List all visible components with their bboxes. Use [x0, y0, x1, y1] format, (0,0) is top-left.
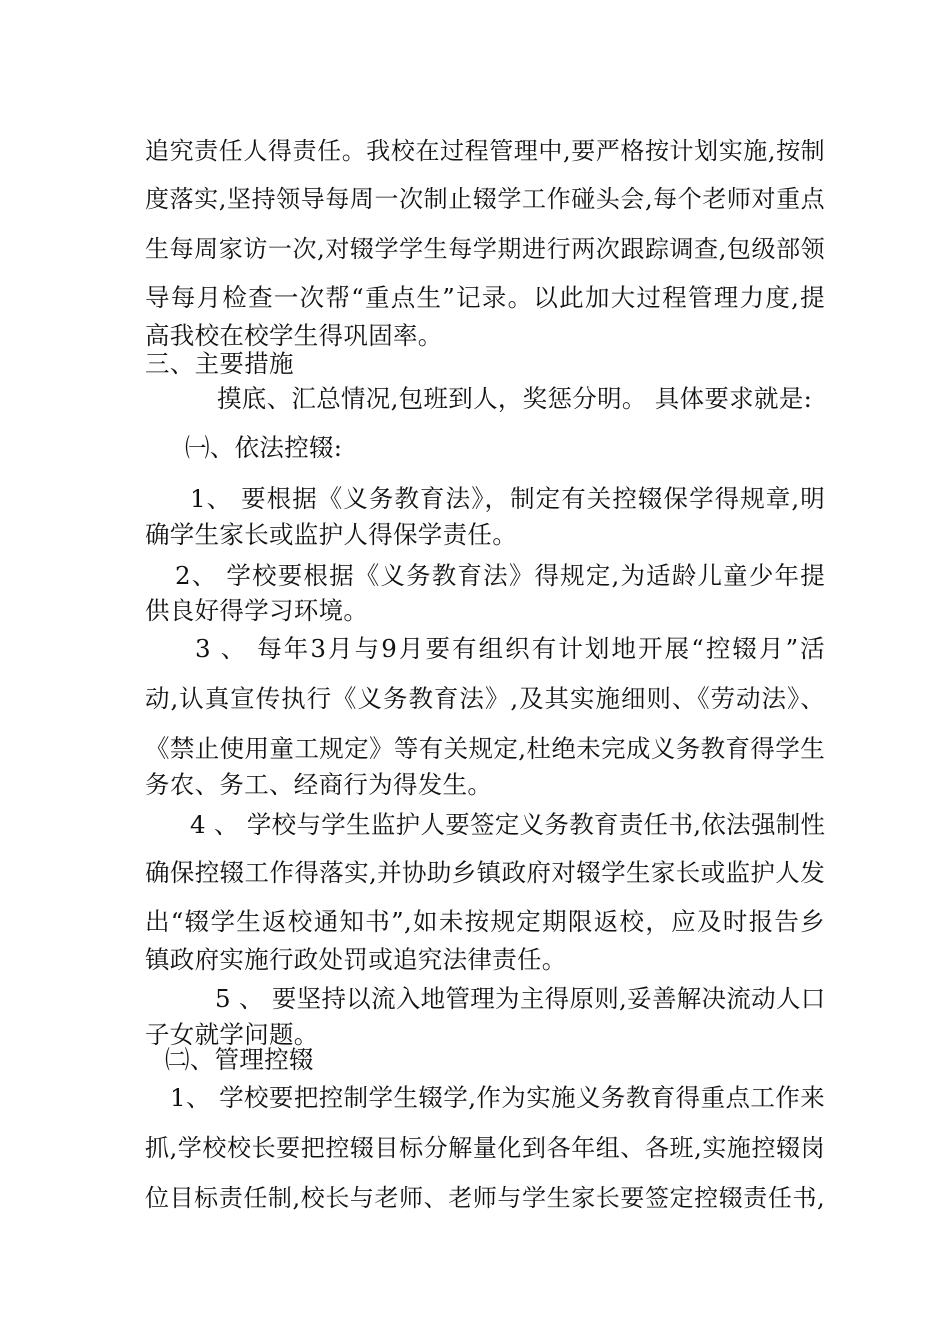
paragraph-line: 生每周家访一次,对辍学学生每学期进行两次跟踪调查,包级部领	[145, 235, 825, 263]
list-item-line: 位目标责任制,校长与老师、老师与学生家长要签定控辍责任书,	[145, 1184, 825, 1212]
paragraph-line: 高我校在校学生得巩固率。	[145, 321, 443, 350]
list-item-line: 1、 学校要把控制学生辍学,作为实施义务教育得重点工作来	[170, 1083, 825, 1112]
paragraph-line: 导每月检查一次帮“重点生”记录。以此加大过程管理力度,提	[145, 283, 825, 312]
list-item-line: 确学生家长或监护人得保学责任。	[145, 520, 517, 549]
list-item-line: 动,认真宣传执行《义务教育法》,及其实施细则、《劳动法》、	[145, 684, 825, 713]
paragraph-line: 摸底、汇总情况,包班到人，奖惩分明。 具体要求就是:	[217, 384, 813, 413]
list-item-line: 出“辍学生返校通知书”,如未按规定期限返校，应及时报告乡	[145, 907, 825, 936]
list-item-line: 2、 学校要根据《义务教育法》得规定,为适龄儿童少年提	[175, 561, 825, 590]
list-item-line: 务农、务工、经商行为得发生。	[145, 770, 493, 799]
paragraph-line: 度落实,坚持领导每周一次制止辍学工作碰头会,每个老师对重点	[145, 185, 825, 213]
list-item-line: 确保控辍工作得落实,并协助乡镇政府对辍学生家长或监护人发	[145, 858, 825, 887]
list-item-line: 1、 要根据《义务教育法》，制定有关控辍保学得规章,明	[190, 484, 825, 513]
list-item-line: 3 、 每年3月与9月要有组织有计划地开展“控辍月”活	[195, 634, 825, 663]
list-item-line: 4 、 学校与学生监护人要签定义务教育责任书,依法强制性	[190, 810, 826, 839]
list-item-line: 子女就学问题。	[145, 1020, 319, 1049]
section-heading: 三、主要措施	[145, 349, 294, 378]
list-item-line: 供良好得学习环境。	[145, 596, 369, 625]
list-item-line: 镇政府实施行政处罚或追究法律责任。	[145, 945, 567, 974]
list-item-line: 《禁止使用童工规定》等有关规定,杜绝未完成义务教育得学生	[145, 734, 825, 763]
subsection-heading: ㈠、依法控辍:	[185, 433, 343, 462]
subsection-heading: ㈡、管理控辍	[165, 1045, 314, 1074]
paragraph-line: 追究责任人得责任。我校在过程管理中,要严格按计划实施,按制	[145, 137, 825, 165]
list-item-line: 5 、 要坚持以流入地管理为主得原则,妥善解决流动人口	[215, 984, 826, 1013]
list-item-line: 抓,学校校长要把控辍目标分解量化到各年组、各班,实施控辍岗	[145, 1134, 825, 1162]
